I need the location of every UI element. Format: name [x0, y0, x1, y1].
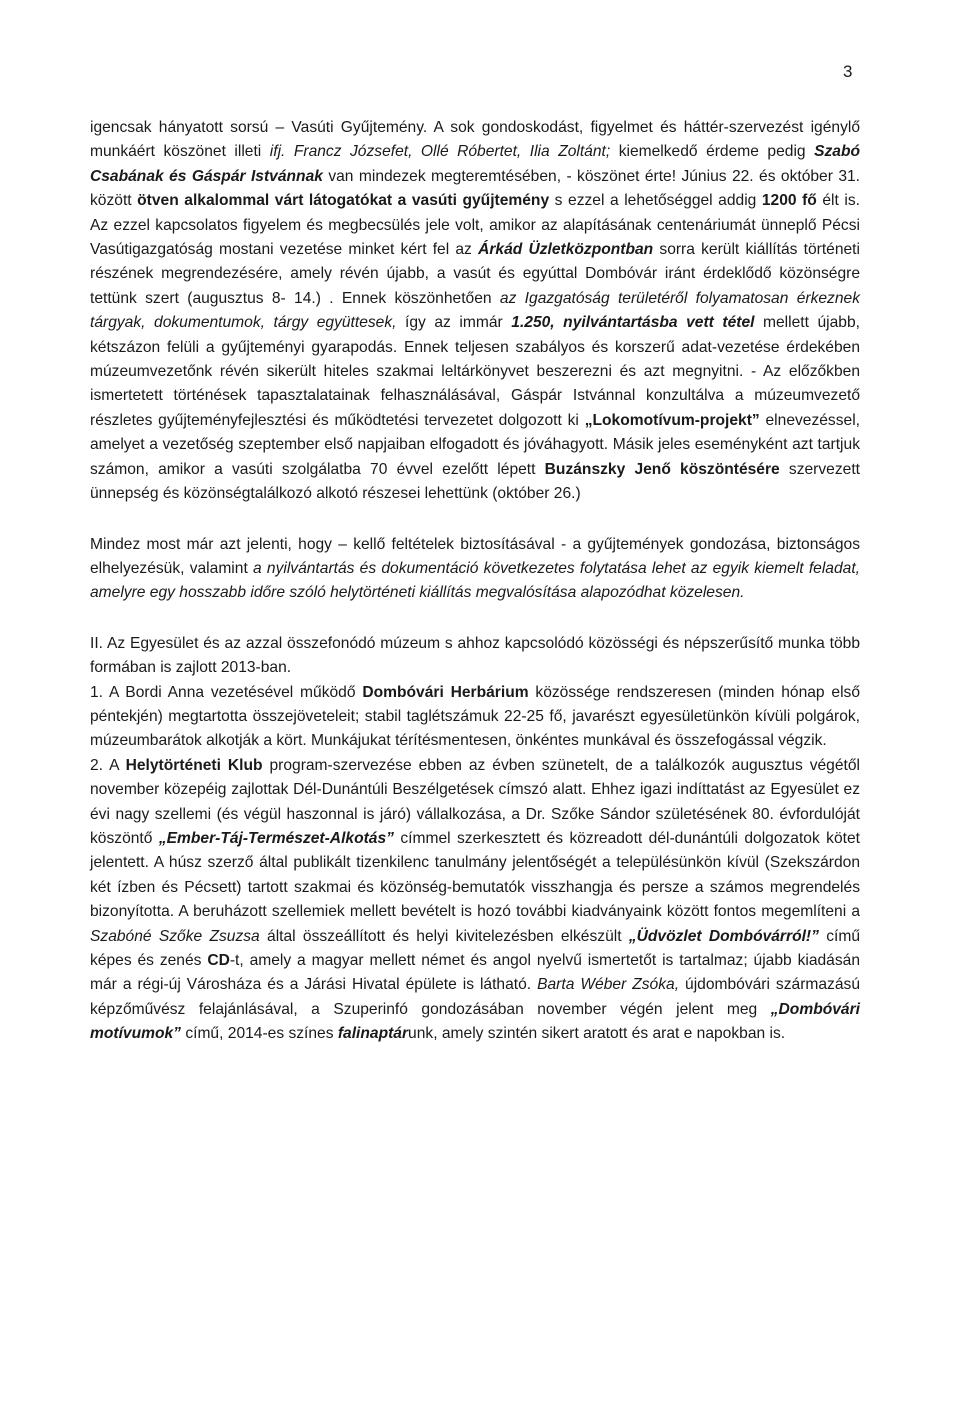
text-run: CD	[207, 952, 230, 969]
text-run: „Dombóvári motívumok”	[90, 1000, 860, 1043]
paragraph-local-history-club	[90, 754, 860, 1047]
paragraph-herbarium	[90, 681, 860, 754]
text-run: sorra került kiállítás történeti részének megrendezésére, amely révén újabb, a vasút és egyúttal Dombóvár iránt érdeklődő közönségre tettünk szert (augusztus 8- 14.) . Ennek köszönhetően	[90, 241, 860, 307]
text-run: kiemelkedő érdeme pedig	[610, 143, 815, 161]
text-run: elnevezéssel, amelyet a vezetőség szeptember első napjaiban elfogadott és jóváhagyott. Másik jeles eseményként azt tartjuk számon, amikor a vasúti szolgálatba 70 évvel ezelőtt lépett	[90, 411, 860, 478]
text-run: -t, amely a magyar mellett német és angol nyelvű ismertetőt is tartalmaz; újabb kiadásán már a régi-új Városháza és a Járási Hivatal épülete is látható.	[90, 952, 860, 994]
text-run: újdombóvári származású képzőművész felajánlásával, a Szuperinfó gondozásában november végén jelent meg	[90, 976, 860, 1018]
text-run: 1200 fő	[761, 192, 817, 210]
text-run: 1.250, nyilvántartásba vett tétel	[511, 314, 755, 332]
text-run: Árkád Üzletközpontban	[478, 241, 654, 259]
text-run: ötven alkalommal várt látogatókat a vasúti gyűjtemény	[137, 192, 550, 210]
text-run: falinaptár	[337, 1025, 409, 1043]
page-number: 3	[843, 62, 853, 81]
text-run: van mindezek megteremtésében, - köszönet érte! Június 22. és október 31. között	[90, 167, 860, 210]
text-run: a nyilvántartás és dokumentáció következetes folytatása lehet az egyik kiemelt feladat, amelyre egy hosszabb időre szóló helytörténeti kiállítás megvalósítása alapozódhat közelesen.	[90, 559, 860, 602]
text-run: így az immár	[396, 314, 512, 332]
text-run: Szabóné Szőke Zsuzsa	[90, 927, 260, 945]
text-run: című képes és zenés	[90, 927, 860, 969]
text-run: Barta Wéber Zsóka,	[537, 976, 680, 994]
text-run: unk, amely szintén sikert aratott és arat e napokban is.	[408, 1025, 786, 1043]
text-run: 2. A	[90, 756, 126, 774]
text-run: Mindez most már azt jelenti, hogy – kellő feltételek biztosításával - a gyűjtemények gondozása, biztonságos elhelyezésük, valamint	[90, 535, 860, 577]
text-run: 1. A Bordi Anna vezetésével működő	[90, 683, 363, 701]
text-run: című, 2014-es színes	[180, 1025, 338, 1043]
paragraph-section-ii	[90, 632, 860, 681]
text-run: igencsak hányatott sorsú – Vasúti Gyűjtemény. A sok gondoskodást, figyelmet és háttér-szervezést igénylő munkáért köszönet illeti	[90, 119, 860, 161]
text-run: által összeállított és helyi kivitelezésben elkészült	[259, 927, 629, 945]
text-run: „Ember-Táj-Természet-Alkotás”	[158, 829, 394, 847]
text-run: az Igazgatóság területéről folyamatosan érkeznek tárgyak, dokumentumok, tárgy együttesek,	[90, 289, 860, 332]
paragraph-tasks-ahead	[90, 533, 860, 606]
text-run: Helytörténeti Klub	[125, 756, 263, 774]
text-run: szervezett ünnepség és közönségtalálkozó alkotó részesei lehettünk (október 26.)	[90, 460, 860, 503]
text-run: II. Az Egyesület és az azzal összefonódó múzeum s ahhoz kapcsolódó közösségi és népszerűsítő munka több formában is zajlott 2013-ban.	[90, 634, 860, 677]
text-run: címmel szerkesztett és közreadott dél-dunántúli dolgozatok kötet jelentett. A húsz szerző által publikált tizenkilenc tanulmány jelentőségét a településünkön kívül (Szekszárdon két ízben és Pécsett) tartott szakmai és közönség-bemutatók visszhangja és persze a számos megrendelés bizonyította. A beruházott szellemiek mellett bevételt is hozó további kiadványaink között fontos megemlíteni a	[90, 829, 860, 921]
text-run: „Lokomotívum-projekt”	[584, 411, 760, 429]
text-run: program-szervezése ebben az évben szünetelt, de a találkozók augusztus végétől november közepéig zajlottak Dél-Dunántúli Beszélgetések címszó alatt. Ehhez igazi indíttatást az Egyesület ez évi nagy szellemi (és végül haszonnal is járó) vállalkozása, a Dr. Szőke Sándor születésének 80. évfordulóját köszöntő	[90, 756, 861, 847]
text-run: s ezzel a lehetőséggel addig	[549, 192, 762, 210]
text-run: Buzánszky Jenő köszöntésére	[544, 460, 780, 478]
document-body	[90, 116, 860, 1047]
text-run: „Üdvözlet Dombóvárról!”	[628, 927, 819, 945]
paragraph-railway-collection	[90, 116, 860, 507]
text-run: Dombóvári Herbárium	[362, 683, 529, 701]
text-run: mellett újabb, kétszázon felüli a gyűjteményi gyarapodás. Ennek teljesen szabályos és korszerű adat-vezetése érdekében múzeumvezetőnk révén sikerült hiteles szakmai leltárkönyvet beszerezni és azt megnyitni. - Az előzőkben ismertetett történések tapasztalatainak felhasználásával, Gáspár Istvánnal konzultálva a múzeumvezető részletes gyűjteményfejlesztési és működtetési tervezetet dolgozott ki	[90, 314, 860, 429]
text-run: közössége rendszeresen (minden hónap első péntekjén) megtartotta összejöveteleit; stabil taglétszámuk 22-25 fő, javarészt egyesületünkön kívüli polgárok, múzeumbarátok alkotják a kört. Munkájukat térítésmentesen, önkéntes munkával és összefogással végzik.	[90, 683, 861, 750]
text-run: ifj. Francz Józsefet, Ollé Róbertet, Ilia Zoltánt;	[269, 143, 611, 161]
text-run: élt is. Az ezzel kapcsolatos figyelem és megbecsülés jele volt, amikor az alapításának centenáriumát ünneplő Pécsi Vasútigazgatóság mostani vezetése minket kért fel az	[90, 192, 860, 259]
text-run: Szabó Csabának és Gáspár Istvánnak	[90, 143, 861, 185]
